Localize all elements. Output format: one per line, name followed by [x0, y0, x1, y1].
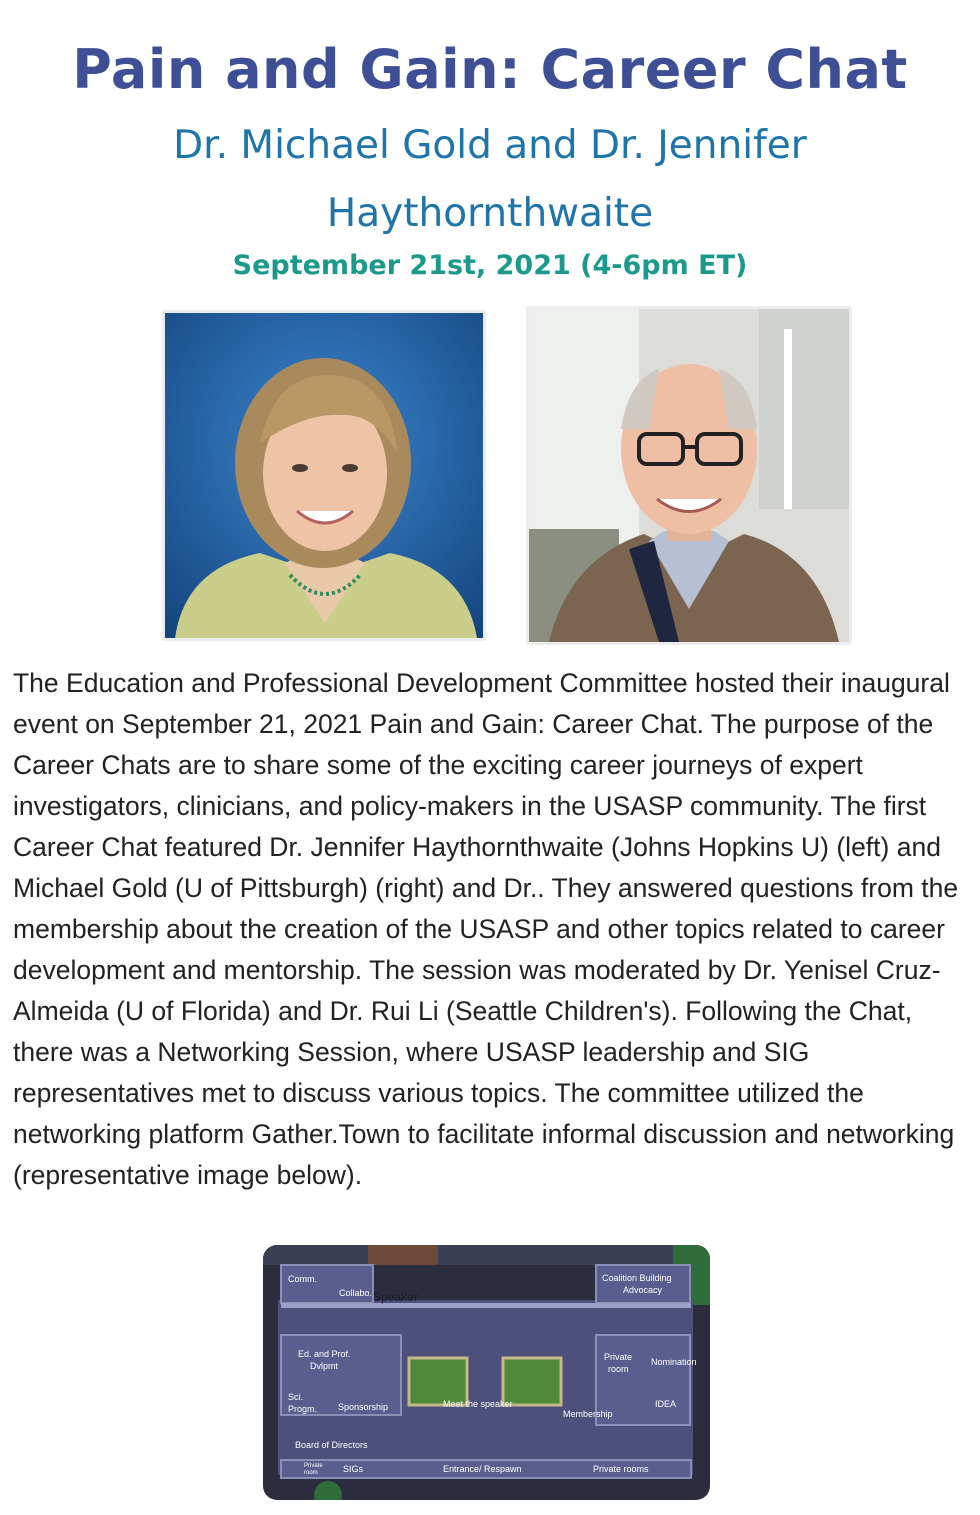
room-sigs: SIGs [343, 1464, 364, 1474]
room-nomination: Nomination [651, 1357, 697, 1367]
room-sci-2: Progm. [288, 1404, 318, 1414]
room-meet-speaker: Meet the speaker [443, 1399, 513, 1409]
room-comm: Comm. [288, 1274, 317, 1284]
room-coalition-1: Coalition Building [602, 1273, 672, 1283]
room-board: Board of Directors [295, 1440, 368, 1450]
room-idea: IDEA [655, 1399, 677, 1409]
page-title: Pain and Gain: Career Chat [72, 38, 908, 101]
room-speaker: Speaker [373, 1290, 418, 1304]
room-private-rooms: Private rooms [593, 1464, 649, 1474]
room-sci-1: Sci. [288, 1392, 304, 1402]
portrait-right-image [529, 309, 849, 642]
room-entrance: Entrance/ Respawn [443, 1464, 522, 1474]
room-collabo: Collabo. [339, 1288, 373, 1298]
room-private-small-1: Private [304, 1463, 323, 1469]
room-edprof-2: Dvlpmt [310, 1361, 339, 1371]
room-private-small-2: room [304, 1470, 318, 1476]
gather-town-map [263, 1245, 710, 1500]
room-edprof-1: Ed. and Prof. [298, 1349, 351, 1359]
event-date: September 21st, 2021 (4-6pm ET) [232, 250, 748, 281]
photo-right [527, 307, 851, 644]
event-description: The Education and Professional Development Committee hosted their inaugural event on September 21, 2021 Pain and Gain: Career Chat. The purpose of the Career Chats are to share some of the exciting career journeys of expert investigators, clinicians, and policy-makers in the USASP community. The first Career Chat featured Dr. Jennifer Haythornthwaite (Johns Hopkins U) (left) and Michael Gold (U of Pittsburgh) (right) and Dr.. They answered questions from the membership about the creation of the USASP and other topics related to career development and mentorship. The session was moderated by Dr. Yenisel Cruz-Almeida (U of Florida) and Dr. Rui Li (Seattle Children's). Following the Chat, there was a Networking Session, where USASP leadership and SIG representatives met to discuss various topics. The committee utilized the networking platform Gather.Town to facilitate informal discussion and networking (representative image below). [13, 668, 959, 1190]
room-private-1: Private [604, 1352, 633, 1362]
room-membership: Membership [563, 1409, 613, 1419]
portrait-left-image [165, 313, 483, 638]
speaker-names: Dr. Michael Gold and Dr. Jennifer Haythornthwaite [173, 123, 807, 236]
photo-left [163, 311, 485, 640]
room-private-2: room [608, 1364, 629, 1374]
room-sponsorship: Sponsorship [338, 1402, 389, 1412]
room-coalition-2: Advocacy [623, 1285, 663, 1295]
gather-town-map-image [263, 1245, 710, 1500]
